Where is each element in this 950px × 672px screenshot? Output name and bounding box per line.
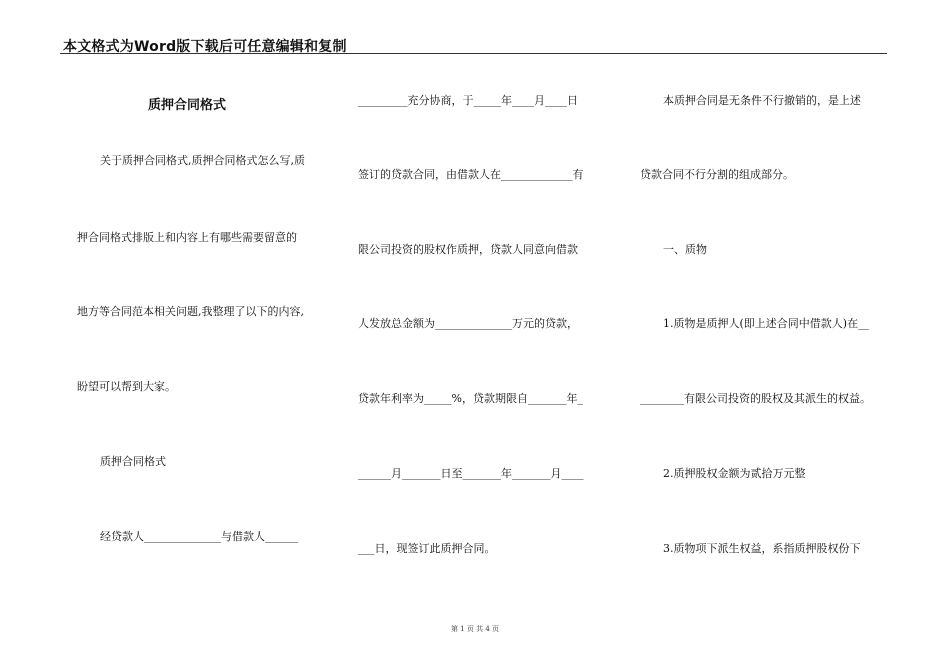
col2-line-4: 人发放总金额为______________万元的贷款， <box>358 317 578 330</box>
col3-line-5: ________有限公司投资的股权及其派生的权益。 <box>640 392 871 405</box>
document-title: 质押合同格式 <box>148 98 227 113</box>
col1-line-5: 质押合同格式 <box>100 455 166 468</box>
col2-line-2: 签订的贷款合同，由借款人在_____________有 <box>358 168 584 181</box>
col2-line-3: 限公司投资的股权作质押，贷款人同意向借款 <box>358 243 578 256</box>
col1-line-1: 关于质押合同格式,质押合同格式怎么写,质 <box>100 154 305 167</box>
col3-line-2: 贷款合同不行分割的组成部分。 <box>640 168 794 181</box>
col1-line-3: 地方等合同范本相关问题,我整理了以下的内容, <box>77 305 304 318</box>
header-title: 本文格式为Word版下载后可任意编辑和复制 <box>63 39 347 55</box>
col1-line-2: 押合同格式排版上和内容上有哪些需要留意的 <box>77 231 297 244</box>
col2-line-6: ______月_______日至_______年_______月____ <box>358 467 584 480</box>
col2-line-7: ___日，现签订此质押合同。 <box>358 542 496 555</box>
col3-line-6: 2.质押股权金额为贰拾万元整 <box>663 467 806 480</box>
col2-line-1: _________充分协商，于_____年____月____日 <box>358 94 578 107</box>
col3-line-7: 3.质物项下派生权益，系指质押股权份下 <box>663 542 861 555</box>
col3-line-3: 一、质物 <box>663 243 707 256</box>
col3-line-1: 本质押合同是无条件不行撤销的，是上述 <box>663 94 861 107</box>
header-divider <box>60 53 887 54</box>
col1-line-4: 盼望可以帮到大家。 <box>77 380 176 393</box>
col2-line-5: 贷款年利率为_____%，贷款期限自_______年_ <box>358 392 583 405</box>
page-number: 第 1 页 共 4 页 <box>450 625 500 633</box>
col1-line-6: 经贷款人______________与借款人______ <box>100 530 298 543</box>
col3-line-4: 1.质物是质押人(即上述合同中借款人)在__ <box>663 317 870 330</box>
